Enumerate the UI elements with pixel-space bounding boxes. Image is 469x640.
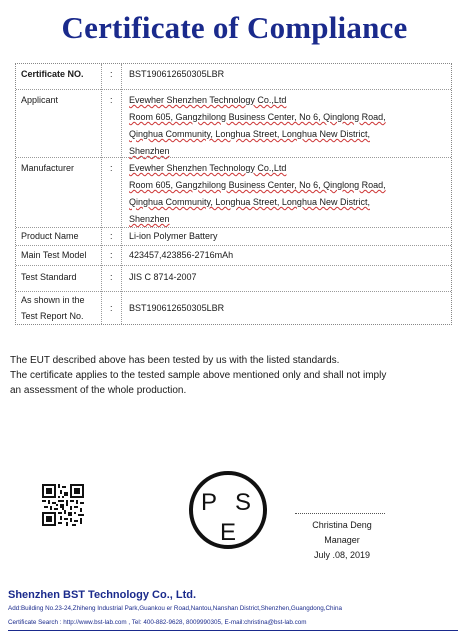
qr-code-icon bbox=[42, 484, 84, 526]
colon: : bbox=[110, 250, 113, 260]
colon: : bbox=[110, 95, 113, 105]
pse-letter: P bbox=[200, 489, 218, 516]
pse-letter: S bbox=[234, 489, 252, 516]
row-manufacturer bbox=[16, 157, 451, 226]
colon: : bbox=[110, 163, 113, 173]
compliance-statement bbox=[10, 353, 450, 398]
signatory-title: Manager bbox=[324, 535, 360, 545]
manufacturer-line: Room 605, Gangzhilong Business Center, No 6, Qinglong Road, bbox=[129, 180, 386, 190]
main-test-model-value: 423457,423856-2716mAh bbox=[129, 250, 234, 260]
footer-divider bbox=[8, 630, 458, 631]
row-product-name bbox=[16, 227, 451, 246]
applicant-line: Qinghua Community, Longhua Street, Longhua New District, bbox=[129, 129, 370, 139]
colon: : bbox=[110, 231, 113, 241]
colon: : bbox=[110, 272, 113, 282]
applicant-line: Shenzhen bbox=[129, 146, 170, 156]
certificate-no-label: Certificate NO. bbox=[21, 69, 84, 79]
pse-mark-icon bbox=[188, 470, 268, 550]
test-standard-label: Test Standard bbox=[21, 272, 77, 282]
colon: : bbox=[110, 69, 113, 79]
applicant-line: Room 605, Gangzhilong Business Center, No 6, Qinglong Road, bbox=[129, 112, 386, 122]
row-applicant bbox=[16, 89, 451, 158]
manufacturer-line: Qinghua Community, Longhua Street, Longhua New District, bbox=[129, 197, 370, 207]
statement-line: The certificate applies to the tested sample above mentioned only and shall not imply bbox=[10, 370, 387, 381]
product-name-label: Product Name bbox=[21, 231, 79, 241]
colon: : bbox=[110, 303, 113, 313]
test-standard-value: JIS C 8714-2007 bbox=[129, 272, 197, 282]
report-no-label-line2: Test Report No. bbox=[21, 311, 84, 321]
main-test-model-label: Main Test Model bbox=[21, 250, 87, 260]
statement-line: an assessment of the whole production. bbox=[10, 385, 187, 396]
manufacturer-label: Manufacturer bbox=[21, 163, 75, 173]
company-contact: Certificate Search : http://www.bst-lab.com , Tel: 400-882-9628, 8009990305, E-mail:christina@bst-lab.com bbox=[8, 619, 307, 626]
manufacturer-line: Evewher Shenzhen Technology Co.,Ltd bbox=[129, 163, 287, 173]
company-address: Add:Building No.23-24,Zhiheng Industrial Park,Guankou er Road,Nantou,Nanshan District,Shenzhen,Guangdong,China bbox=[8, 605, 342, 612]
row-certificate-no bbox=[16, 64, 451, 86]
company-name: Shenzhen BST Technology Co., Ltd. bbox=[8, 589, 197, 601]
signature-line bbox=[295, 513, 385, 514]
certificate-no-value: BST190612650305LBR bbox=[129, 69, 225, 79]
report-no-value: BST190612650305LBR bbox=[129, 303, 225, 313]
row-main-test-model bbox=[16, 245, 451, 266]
applicant-line: Evewher Shenzhen Technology Co.,Ltd bbox=[129, 95, 287, 105]
certificate-details-table bbox=[15, 63, 452, 325]
manufacturer-line: Shenzhen bbox=[129, 214, 170, 224]
signature-date: July .08, 2019 bbox=[313, 550, 371, 560]
row-test-report-no bbox=[16, 291, 451, 325]
applicant-label: Applicant bbox=[21, 95, 59, 105]
statement-line: The EUT described above has been tested by us with the listed standards. bbox=[10, 355, 340, 366]
row-test-standard bbox=[16, 265, 451, 292]
report-no-label-line1: As shown in the bbox=[21, 295, 85, 305]
manufacturer-address bbox=[129, 160, 386, 228]
certificate-title: Certificate of Compliance bbox=[61, 10, 408, 45]
product-name-value: Li-ion Polymer Battery bbox=[129, 231, 218, 241]
applicant-address bbox=[129, 92, 386, 160]
signatory-name: Christina Deng bbox=[312, 520, 372, 530]
pse-letter: E bbox=[219, 519, 237, 546]
